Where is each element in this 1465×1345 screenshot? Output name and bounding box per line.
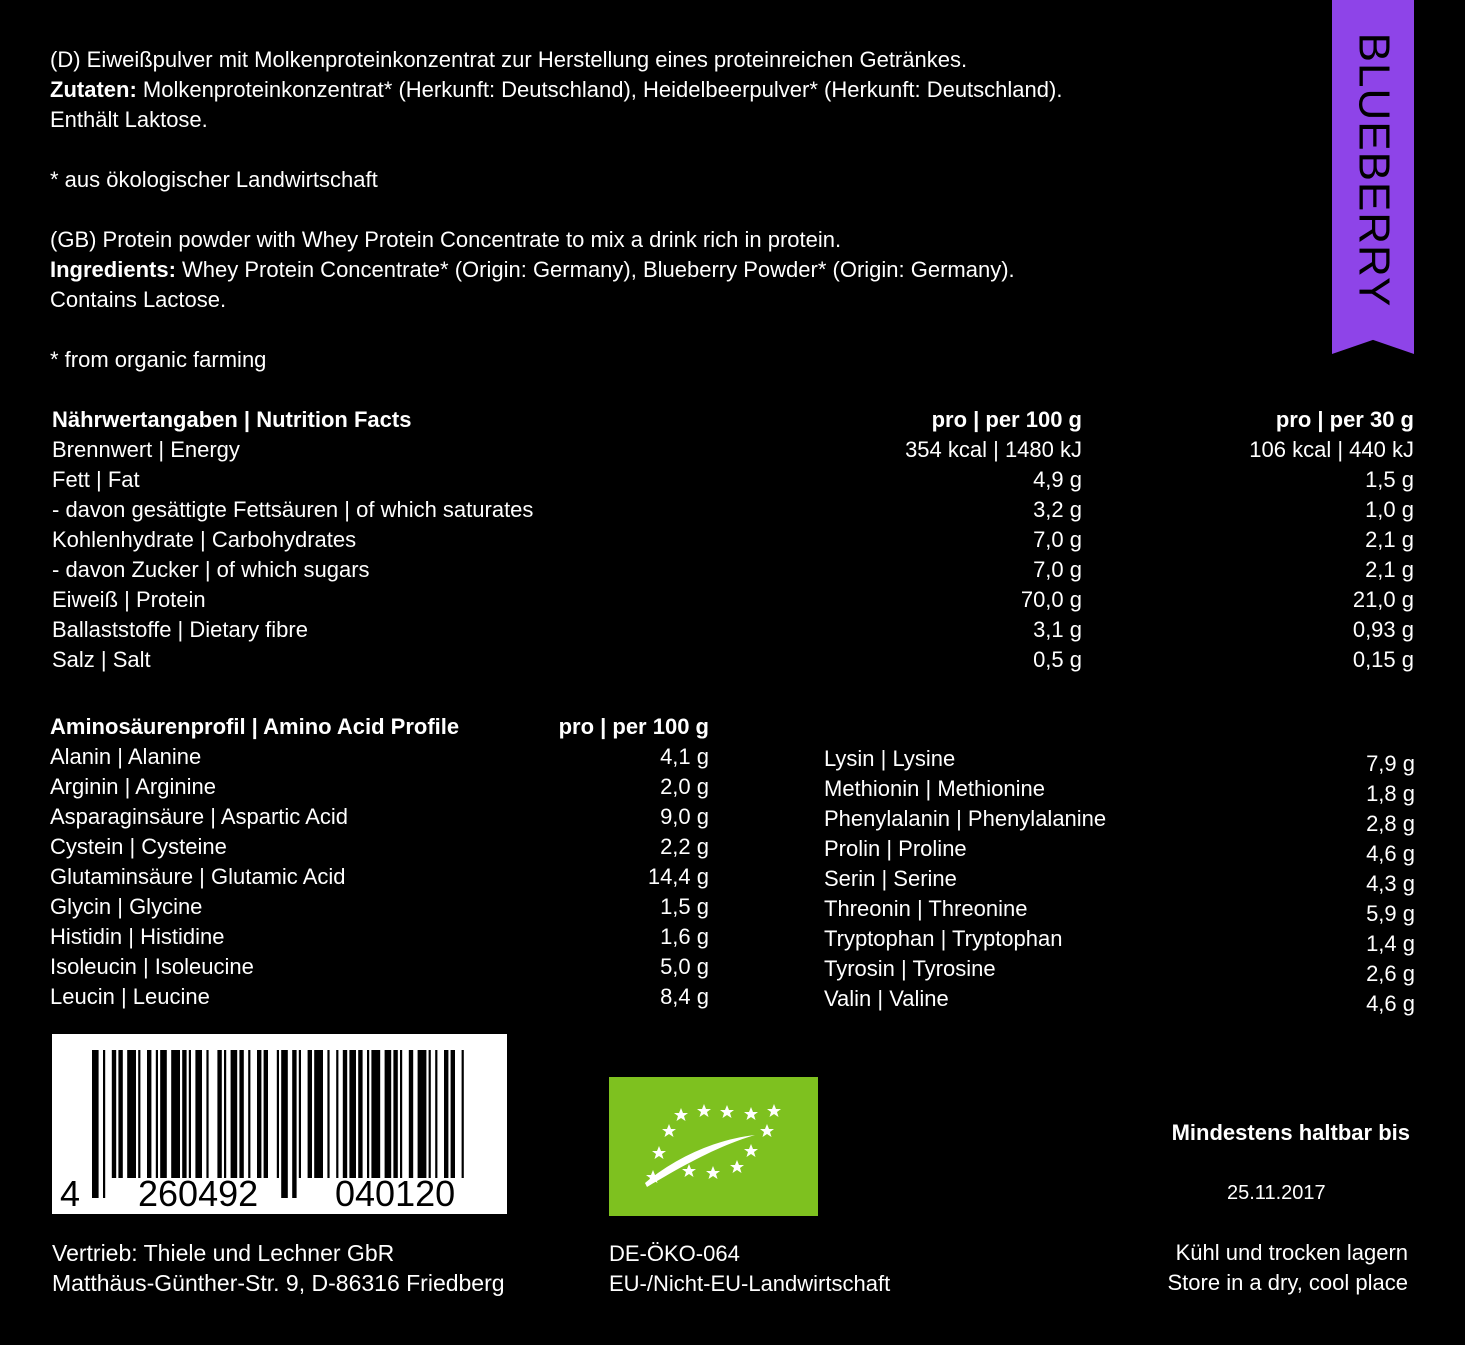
barcode-bar bbox=[189, 1050, 191, 1178]
gb-ingredients-label: Ingredients: bbox=[50, 257, 176, 282]
storage-en: Store in a dry, cool place bbox=[1167, 1270, 1408, 1295]
nutrition-row bbox=[52, 645, 1414, 675]
amino-row bbox=[50, 862, 709, 892]
nutrient-per100: 0,5 g bbox=[1033, 647, 1082, 672]
barcode-bar bbox=[118, 1050, 122, 1178]
amino-value: 4,6 g bbox=[1366, 991, 1415, 1016]
amino-row bbox=[824, 747, 1415, 777]
amino-row bbox=[824, 927, 1415, 957]
amino-name: Prolin | Proline bbox=[824, 836, 967, 861]
nutrition-header bbox=[52, 405, 1414, 435]
barcode-bar bbox=[138, 1050, 140, 1178]
distributor-name: Vertrieb: Thiele und Lechner GbR bbox=[52, 1240, 395, 1266]
amino-name: Isoleucin | Isoleucine bbox=[50, 954, 254, 979]
organic-origin: EU-/Nicht-EU-Landwirtschaft bbox=[609, 1271, 891, 1296]
barcode-bar bbox=[231, 1050, 238, 1178]
nutrition-title: Nährwertangaben | Nutrition Facts bbox=[52, 407, 412, 432]
amino-name: Glycin | Glycine bbox=[50, 894, 203, 919]
barcode-bar bbox=[314, 1050, 323, 1178]
organic-code: DE-ÖKO-064 bbox=[609, 1241, 740, 1266]
barcode-bar bbox=[147, 1050, 151, 1178]
nutrition-col-per100: pro | per 100 g bbox=[931, 407, 1082, 432]
amino-value: 8,4 g bbox=[660, 984, 709, 1009]
barcode-bar bbox=[418, 1050, 427, 1178]
nutrient-name: - davon Zucker | of which sugars bbox=[52, 557, 370, 582]
barcode-bar bbox=[182, 1050, 186, 1178]
barcode-bar bbox=[393, 1050, 397, 1178]
nutrition-row bbox=[52, 555, 1414, 585]
barcode-bar bbox=[444, 1050, 448, 1178]
nutrient-per100: 354 kcal | 1480 kJ bbox=[905, 437, 1082, 462]
nutrient-per30: 0,15 g bbox=[1352, 647, 1414, 672]
distributor-address: Matthäus-Günther-Str. 9, D-86316 Friedberg bbox=[52, 1270, 505, 1296]
amino-value: 2,6 g bbox=[1366, 961, 1415, 986]
amino-row bbox=[824, 777, 1415, 807]
barcode-bar bbox=[367, 1050, 369, 1178]
de-ingredients-text: Molkenproteinkonzentrat* (Herkunft: Deutschland), Heidelbeerpulver* (Herkunft: Deutschland). bbox=[136, 77, 1063, 102]
flavor-label: BLUEBERRY bbox=[1349, 32, 1398, 308]
de-description: (D) Eiweißpulver mit Molkenproteinkonzentrat zur Herstellung eines proteinreichen Getränkes. bbox=[50, 47, 968, 72]
amino-name: Alanin | Alanine bbox=[50, 744, 202, 769]
barcode-bar bbox=[239, 1050, 243, 1178]
amino-row bbox=[50, 982, 709, 1012]
amino-name: Glutaminsäure | Glutamic Acid bbox=[50, 864, 346, 889]
gb-ingredients-text: Whey Protein Concentrate* (Origin: Germany), Blueberry Powder* (Origin: Germany). bbox=[175, 257, 1015, 282]
nutrient-name: Fett | Fat bbox=[52, 467, 140, 492]
barcode-bar bbox=[451, 1050, 455, 1178]
barcode-digit-first: 4 bbox=[60, 1173, 81, 1214]
amino-header bbox=[50, 712, 709, 742]
nutrient-per30: 0,93 g bbox=[1352, 617, 1414, 642]
amino-row bbox=[824, 957, 1415, 987]
barcode-bar bbox=[160, 1050, 167, 1178]
amino-value: 5,0 g bbox=[660, 954, 709, 979]
eu-organic-logo bbox=[609, 1077, 818, 1216]
de-lactose: Enthält Laktose. bbox=[50, 107, 208, 132]
barcode-bar bbox=[127, 1050, 136, 1178]
amino-row bbox=[824, 987, 1415, 1017]
barcode-bar bbox=[409, 1050, 413, 1178]
barcode-bar bbox=[281, 1050, 288, 1198]
barcode-bar bbox=[385, 1050, 392, 1178]
amino-name: Tryptophan | Tryptophan bbox=[824, 926, 1063, 951]
amino-value: 5,9 g bbox=[1366, 901, 1415, 926]
barcode-bar bbox=[358, 1050, 362, 1178]
barcode-bar bbox=[206, 1050, 208, 1178]
gb-lactose: Contains Lactose. bbox=[50, 287, 227, 312]
amino-row bbox=[50, 922, 709, 952]
flavor-ribbon-label bbox=[1332, 0, 1414, 340]
amino-row bbox=[824, 807, 1415, 837]
nutrient-name: Kohlenhydrate | Carbohydrates bbox=[52, 527, 357, 552]
nutrition-row bbox=[52, 525, 1414, 555]
nutrition-row bbox=[52, 585, 1414, 615]
barcode-bar bbox=[299, 1050, 301, 1178]
nutrient-name: Brennwert | Energy bbox=[52, 437, 240, 462]
barcode-bar bbox=[92, 1050, 99, 1198]
amino-row bbox=[50, 832, 709, 862]
amino-name: Leucin | Leucine bbox=[50, 984, 210, 1009]
barcode-bar bbox=[336, 1050, 338, 1178]
nutrient-per30: 21,0 g bbox=[1352, 587, 1414, 612]
nutrient-per100: 7,0 g bbox=[1033, 557, 1082, 582]
nutrient-name: Salz | Salt bbox=[52, 647, 151, 672]
barcode-bar bbox=[217, 1050, 221, 1178]
nutrient-per100: 3,1 g bbox=[1033, 617, 1082, 642]
barcode-bar bbox=[257, 1050, 261, 1178]
barcode-bar bbox=[195, 1050, 202, 1178]
amino-row bbox=[50, 802, 709, 832]
gb-ingredients bbox=[50, 255, 1015, 285]
amino-value: 4,3 g bbox=[1366, 871, 1415, 896]
amino-value: 7,9 g bbox=[1366, 751, 1415, 776]
amino-name: Threonin | Threonine bbox=[824, 896, 1028, 921]
amino-value: 14,4 g bbox=[647, 864, 709, 889]
amino-row bbox=[824, 867, 1415, 897]
amino-name: Methionin | Methionine bbox=[824, 776, 1045, 801]
amino-col-per100: pro | per 100 g bbox=[558, 714, 709, 739]
de-footnote: * aus ökologischer Landwirtschaft bbox=[50, 167, 378, 192]
amino-name: Arginin | Arginine bbox=[50, 774, 216, 799]
barcode-bar bbox=[435, 1050, 437, 1178]
eu-organic-leaf-icon bbox=[609, 1077, 818, 1216]
barcode-bar bbox=[264, 1050, 268, 1178]
barcode-bar bbox=[292, 1050, 296, 1198]
amino-row bbox=[50, 952, 709, 982]
amino-value: 9,0 g bbox=[660, 804, 709, 829]
gb-footnote: * from organic farming bbox=[50, 347, 267, 372]
nutrient-per30: 2,1 g bbox=[1365, 557, 1414, 582]
nutrient-per100: 4,9 g bbox=[1033, 467, 1082, 492]
de-ingredients-label: Zutaten: bbox=[50, 77, 137, 102]
amino-value: 1,5 g bbox=[660, 894, 709, 919]
amino-name: Asparaginsäure | Aspartic Acid bbox=[50, 804, 348, 829]
amino-value: 1,6 g bbox=[660, 924, 709, 949]
barcode-bar bbox=[429, 1050, 431, 1178]
barcode-bar bbox=[171, 1050, 180, 1178]
amino-value: 1,4 g bbox=[1366, 931, 1415, 956]
amino-name: Histidin | Histidine bbox=[50, 924, 225, 949]
amino-row bbox=[824, 897, 1415, 927]
gb-description: (GB) Protein powder with Whey Protein Concentrate to mix a drink rich in protein. bbox=[50, 227, 842, 252]
best-before-label: Mindestens haltbar bis bbox=[1171, 1120, 1410, 1145]
nutrient-per30: 1,0 g bbox=[1365, 497, 1414, 522]
nutrition-row bbox=[52, 615, 1414, 645]
nutrient-per100: 7,0 g bbox=[1033, 527, 1082, 552]
amino-title: Aminosäurenprofil | Amino Acid Profile bbox=[50, 714, 460, 739]
barcode-group2: 040120 bbox=[335, 1173, 456, 1214]
amino-value: 2,0 g bbox=[660, 774, 709, 799]
nutrition-col-per30: pro | per 30 g bbox=[1275, 407, 1414, 432]
nutrient-name: Eiweiß | Protein bbox=[52, 587, 206, 612]
barcode bbox=[52, 1034, 507, 1214]
nutrient-per100: 70,0 g bbox=[1020, 587, 1082, 612]
amino-row bbox=[50, 742, 709, 772]
amino-row bbox=[50, 892, 709, 922]
nutrient-per30: 106 kcal | 440 kJ bbox=[1249, 437, 1414, 462]
amino-value: 4,6 g bbox=[1366, 841, 1415, 866]
nutrient-per30: 2,1 g bbox=[1365, 527, 1414, 552]
amino-name: Valin | Valine bbox=[824, 986, 949, 1011]
nutrition-row bbox=[52, 465, 1414, 495]
storage-de: Kühl und trocken lagern bbox=[1175, 1240, 1408, 1265]
de-ingredients bbox=[50, 75, 1062, 105]
barcode-bar bbox=[371, 1050, 380, 1178]
barcode-bar bbox=[156, 1050, 158, 1178]
amino-name: Cystein | Cysteine bbox=[50, 834, 227, 859]
amino-name: Serin | Serine bbox=[824, 866, 957, 891]
nutrition-row bbox=[52, 435, 1414, 465]
barcode-bar bbox=[343, 1050, 347, 1178]
nutrition-row bbox=[52, 495, 1414, 525]
amino-name: Phenylalanin | Phenylalanine bbox=[824, 806, 1107, 831]
barcode-bar bbox=[462, 1050, 464, 1178]
amino-name: Tyrosin | Tyrosine bbox=[824, 956, 996, 981]
barcode-bar bbox=[248, 1050, 250, 1178]
nutrient-per30: 1,5 g bbox=[1365, 467, 1414, 492]
nutrient-per100: 3,2 g bbox=[1033, 497, 1082, 522]
amino-value: 2,8 g bbox=[1366, 811, 1415, 836]
best-before-date: 25.11.2017 bbox=[1227, 1182, 1326, 1204]
barcode-bar bbox=[103, 1050, 105, 1198]
amino-value: 4,1 g bbox=[660, 744, 709, 769]
barcode-bar bbox=[400, 1050, 402, 1178]
amino-row bbox=[824, 837, 1415, 867]
barcode-bar bbox=[349, 1050, 356, 1178]
nutrient-name: - davon gesättigte Fettsäuren | of which saturates bbox=[52, 497, 534, 522]
barcode-bar bbox=[327, 1050, 329, 1178]
barcode-bar bbox=[112, 1050, 116, 1178]
barcode-group1: 260492 bbox=[138, 1173, 259, 1214]
amino-value: 1,8 g bbox=[1366, 781, 1415, 806]
nutrient-name: Ballaststoffe | Dietary fibre bbox=[52, 617, 308, 642]
barcode-bar bbox=[308, 1050, 312, 1178]
barcode-bar bbox=[277, 1050, 279, 1178]
amino-name: Lysin | Lysine bbox=[824, 746, 956, 771]
barcode-bar bbox=[224, 1050, 226, 1178]
amino-value: 2,2 g bbox=[660, 834, 709, 859]
amino-row bbox=[50, 772, 709, 802]
